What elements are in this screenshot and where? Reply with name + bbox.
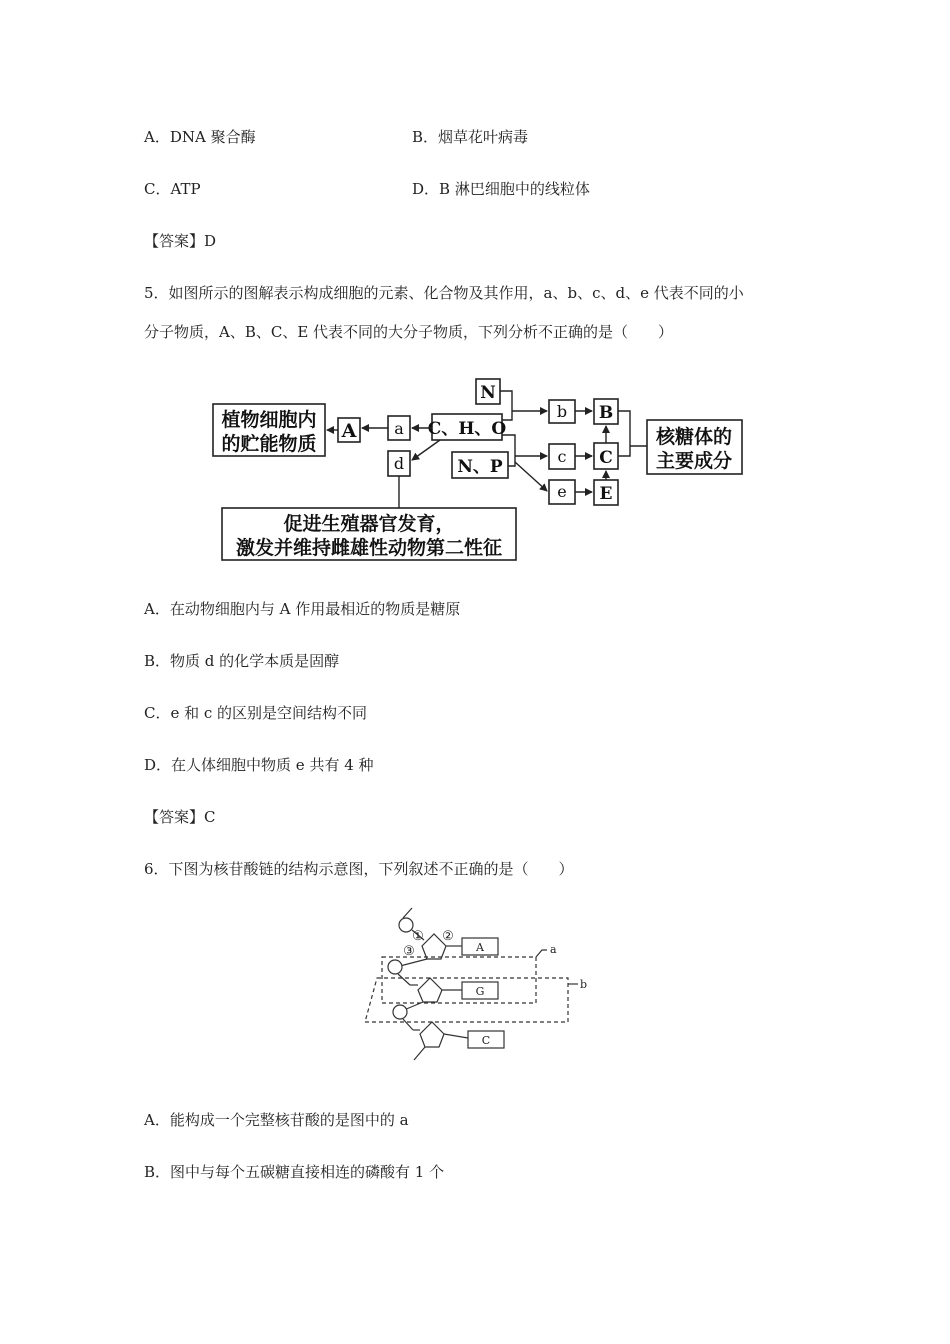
q6-stem: 6．下图为核苷酸链的结构示意图，下列叙述不正确的是（ ） (144, 860, 574, 878)
box-a-label: a (394, 419, 404, 438)
base-label-C: C (481, 1034, 491, 1047)
box-CHO-label: C、H、O (427, 419, 507, 439)
hormone-text-2: 激发并维持雌雄性动物第二性征 (235, 537, 503, 559)
ribosome-text-2: 主要成分 (655, 450, 733, 472)
bond-p2-chain (398, 974, 410, 985)
hormone-text-1: 促进生殖器官发育， (283, 513, 455, 535)
label-num1: ① (412, 929, 424, 944)
label-a: a (550, 943, 557, 956)
q4-option-d: D．B 淋巴细胞中的线粒体 (412, 180, 590, 198)
plant-storage-text-2: 的贮能物质 (221, 433, 317, 455)
q4-option-c: C．ATP (144, 180, 201, 198)
box-NP-label: N、P (457, 457, 503, 477)
box-N-label: N (480, 383, 496, 403)
box-E-label: E (599, 484, 613, 504)
base-label-G: G (475, 985, 485, 998)
q5-option-b: B．物质 d 的化学本质是固醇 (144, 652, 340, 670)
box-d-label: d (393, 454, 405, 473)
sugar-3 (420, 1022, 444, 1047)
label-num2: ② (442, 929, 454, 944)
q5-option-d: D．在人体细胞中物质 e 共有 4 种 (144, 756, 374, 774)
phosphate-2 (388, 960, 402, 974)
q5-stem-line1: 5．如图所示的图解表示构成细胞的元素、化合物及其作用，a、b、c、d、e 代表不同的小 (144, 284, 744, 302)
chain-tail-top (403, 908, 412, 918)
bond-s3-base (444, 1034, 468, 1038)
q5-option-a: A．在动物细胞内与 A 作用最相近的物质是糖原 (144, 600, 461, 618)
phosphate-3 (393, 1005, 407, 1019)
q4-option-b: B．烟草花叶病毒 (412, 128, 529, 146)
label-b: b (580, 978, 588, 991)
sugar-2 (418, 978, 442, 1002)
q6-option-a: A．能构成一个完整核苷酸的是图中的 a (144, 1111, 409, 1129)
bond-p3-chain (403, 1019, 413, 1030)
q5-answer: 【答案】C (144, 808, 216, 826)
box-c-label: c (557, 447, 567, 466)
chain-tail-bottom (414, 1047, 425, 1060)
bond-s1-p2 (400, 959, 427, 966)
label-num3: ③ (403, 944, 415, 959)
plant-storage-text-1: 植物细胞内 (221, 409, 317, 431)
q4-option-a: A．DNA 聚合酶 (144, 128, 256, 146)
q6-option-b: B．图中与每个五碳糖直接相连的磷酸有 1 个 (144, 1163, 445, 1181)
q4-answer: 【答案】D (144, 232, 217, 250)
q5-stem-line2: 分子物质，A、B、C、E 代表不同的大分子物质，下列分析不正确的是（ ） (144, 323, 674, 341)
box-b-label: b (556, 402, 568, 421)
box-C-label: C (599, 448, 613, 468)
base-label-A: A (476, 941, 484, 954)
q5-option-c: C．e 和 c 的区别是空间结构不同 (144, 704, 368, 722)
ribosome-text-1: 核糖体的 (655, 426, 733, 448)
box-e-label: e (557, 482, 567, 501)
phosphate-1 (399, 918, 413, 932)
pointer-a (536, 950, 547, 957)
box-A-label: A (341, 420, 357, 442)
box-B-label: B (598, 403, 614, 423)
